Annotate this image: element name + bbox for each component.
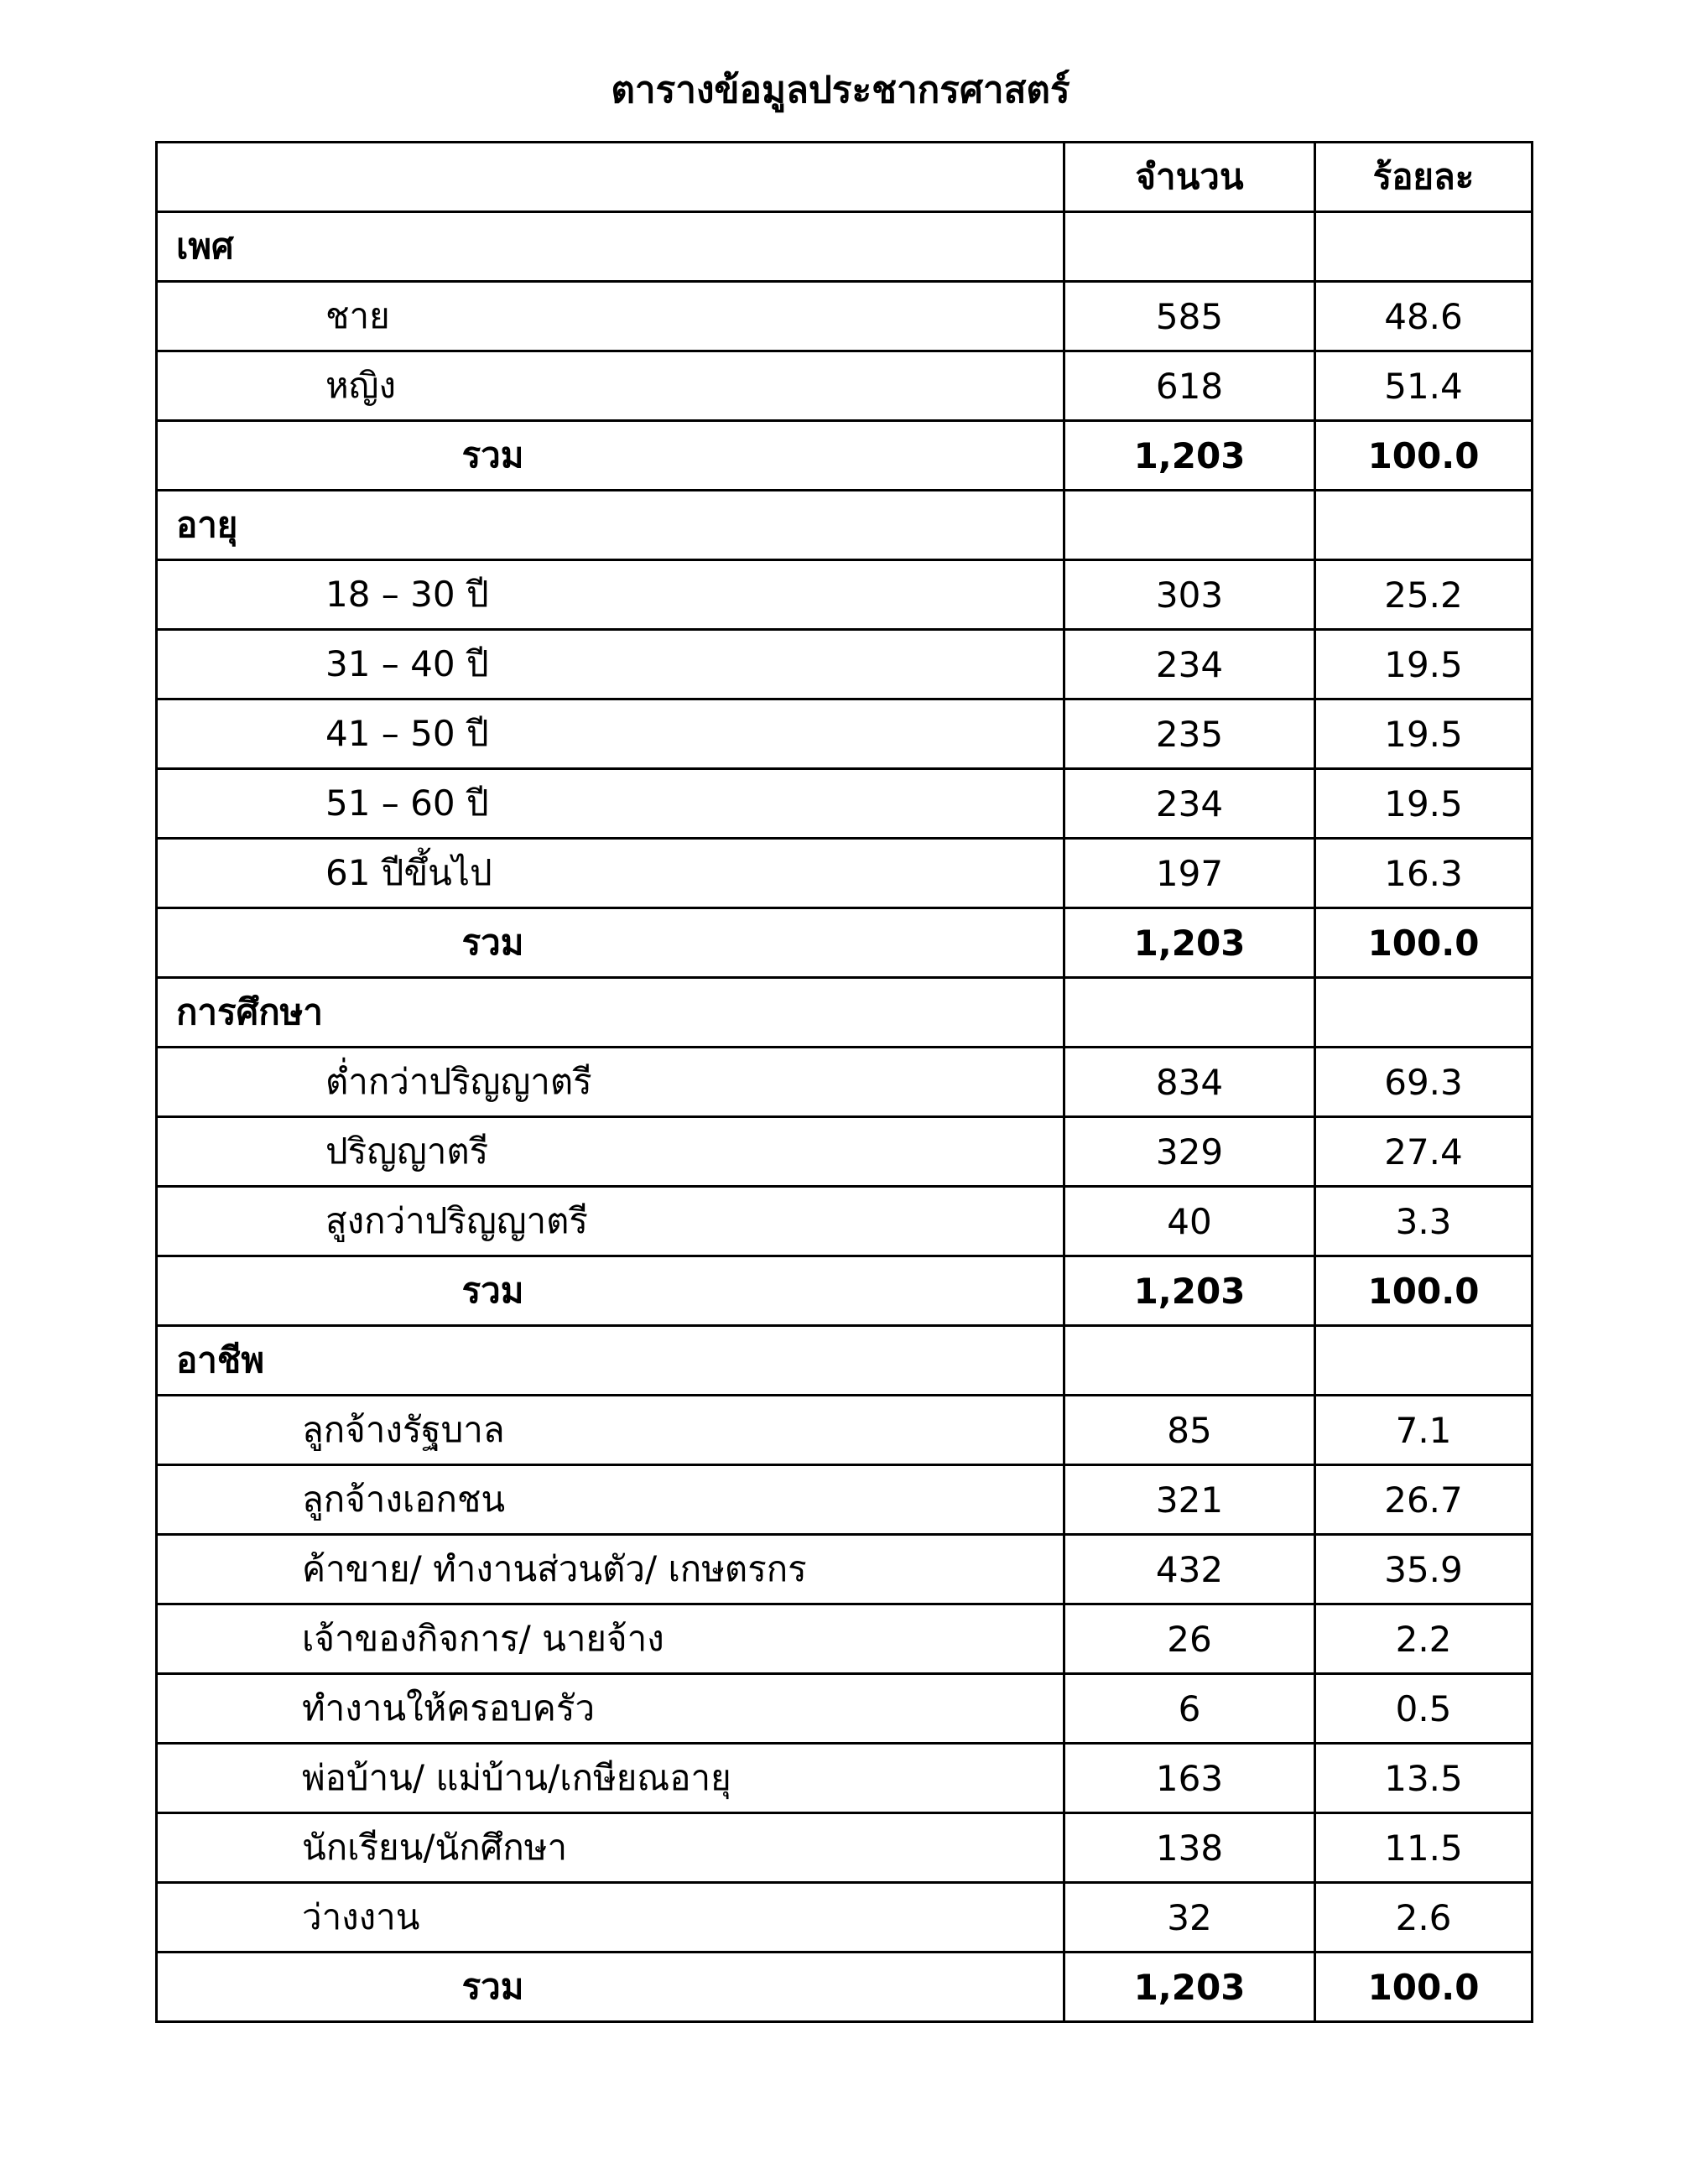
row-label: หญิง [157, 351, 1064, 421]
empty-cell [1064, 491, 1315, 560]
row-label: นักเรียน/นักศึกษา [157, 1813, 1064, 1883]
header-count: จำนวน [1064, 143, 1315, 212]
table-row [157, 351, 1533, 421]
row-percent: 25.2 [1315, 560, 1533, 630]
row-percent: 3.3 [1315, 1187, 1533, 1256]
total-count: 1,203 [1064, 1256, 1315, 1326]
row-count: 32 [1064, 1883, 1315, 1953]
table-row [157, 769, 1533, 839]
total-percent: 100.0 [1315, 1953, 1533, 2022]
row-label: เจ้าของกิจการ/ นายจ้าง [157, 1604, 1064, 1674]
row-count: 163 [1064, 1744, 1315, 1813]
empty-cell [1315, 1326, 1533, 1396]
row-count: 85 [1064, 1396, 1315, 1465]
row-label: 51 – 60 ปี [157, 769, 1064, 839]
row-count: 432 [1064, 1535, 1315, 1604]
row-label: สูงกว่าปริญญาตรี [157, 1187, 1064, 1256]
row-percent: 2.2 [1315, 1604, 1533, 1674]
empty-cell [1064, 1326, 1315, 1396]
total-percent: 100.0 [1315, 908, 1533, 978]
total-label: รวม [157, 1953, 1064, 2022]
header-percent: ร้อยละ [1315, 143, 1533, 212]
table-row [157, 1465, 1533, 1535]
row-count: 138 [1064, 1813, 1315, 1883]
total-percent: 100.0 [1315, 421, 1533, 491]
table-row [157, 839, 1533, 908]
table-row [157, 699, 1533, 769]
total-label: รวม [157, 908, 1064, 978]
table-row [157, 1535, 1533, 1604]
row-percent: 48.6 [1315, 282, 1533, 351]
table-row [157, 1187, 1533, 1256]
table-body [157, 143, 1533, 2022]
empty-cell [1315, 212, 1533, 282]
total-count: 1,203 [1064, 1953, 1315, 2022]
row-count: 234 [1064, 769, 1315, 839]
empty-cell [1315, 491, 1533, 560]
row-count: 40 [1064, 1187, 1315, 1256]
table-row [157, 1396, 1533, 1465]
row-percent: 19.5 [1315, 769, 1533, 839]
header-row [157, 143, 1533, 212]
category-row [157, 491, 1533, 560]
table-row [157, 1048, 1533, 1117]
table-row [157, 1604, 1533, 1674]
page-title: ตารางข้อมูลประชากรศาสตร์ [611, 69, 1070, 112]
row-count: 6 [1064, 1674, 1315, 1744]
category-row [157, 1326, 1533, 1396]
row-percent: 26.7 [1315, 1465, 1533, 1535]
row-count: 329 [1064, 1117, 1315, 1187]
table-row [157, 630, 1533, 699]
total-count: 1,203 [1064, 421, 1315, 491]
row-label: ต่ำกว่าปริญญาตรี [157, 1048, 1064, 1117]
row-count: 26 [1064, 1604, 1315, 1674]
row-percent: 16.3 [1315, 839, 1533, 908]
total-row [157, 908, 1533, 978]
table-row [157, 1813, 1533, 1883]
row-percent: 0.5 [1315, 1674, 1533, 1744]
row-percent: 35.9 [1315, 1535, 1533, 1604]
row-count: 585 [1064, 282, 1315, 351]
category-row [157, 212, 1533, 282]
row-count: 834 [1064, 1048, 1315, 1117]
row-label: ชาย [157, 282, 1064, 351]
row-percent: 19.5 [1315, 630, 1533, 699]
row-count: 235 [1064, 699, 1315, 769]
row-percent: 19.5 [1315, 699, 1533, 769]
table-row [157, 1117, 1533, 1187]
row-percent: 2.6 [1315, 1883, 1533, 1953]
row-label: ลูกจ้างรัฐบาล [157, 1396, 1064, 1465]
header-label-cell [157, 143, 1064, 212]
category-label: อายุ [157, 491, 1064, 560]
row-label: 18 – 30 ปี [157, 560, 1064, 630]
row-label: 61 ปีขึ้นไป [157, 839, 1064, 908]
row-percent: 11.5 [1315, 1813, 1533, 1883]
table-row [157, 282, 1533, 351]
row-count: 197 [1064, 839, 1315, 908]
row-count: 303 [1064, 560, 1315, 630]
table-row [157, 1744, 1533, 1813]
demographics-table [155, 141, 1533, 2023]
row-label: ปริญญาตรี [157, 1117, 1064, 1187]
row-label: ทำงานให้ครอบครัว [157, 1674, 1064, 1744]
category-label: เพศ [157, 212, 1064, 282]
row-percent: 13.5 [1315, 1744, 1533, 1813]
row-label: 31 – 40 ปี [157, 630, 1064, 699]
row-label: ว่างงาน [157, 1883, 1064, 1953]
total-label: รวม [157, 1256, 1064, 1326]
row-label: ลูกจ้างเอกชน [157, 1465, 1064, 1535]
category-label: อาชีพ [157, 1326, 1064, 1396]
empty-cell [1315, 978, 1533, 1048]
row-label: ค้าขาย/ ทำงานส่วนตัว/ เกษตรกร [157, 1535, 1064, 1604]
row-count: 234 [1064, 630, 1315, 699]
row-count: 618 [1064, 351, 1315, 421]
total-row [157, 1256, 1533, 1326]
table-row [157, 1883, 1533, 1953]
total-row [157, 1953, 1533, 2022]
row-label: 41 – 50 ปี [157, 699, 1064, 769]
row-percent: 27.4 [1315, 1117, 1533, 1187]
row-label: พ่อบ้าน/ แม่บ้าน/เกษียณอายุ [157, 1744, 1064, 1813]
category-row [157, 978, 1533, 1048]
table-row [157, 1674, 1533, 1744]
total-percent: 100.0 [1315, 1256, 1533, 1326]
table-row [157, 560, 1533, 630]
total-row [157, 421, 1533, 491]
empty-cell [1064, 212, 1315, 282]
row-percent: 51.4 [1315, 351, 1533, 421]
total-label: รวม [157, 421, 1064, 491]
row-count: 321 [1064, 1465, 1315, 1535]
row-percent: 7.1 [1315, 1396, 1533, 1465]
category-label: การศึกษา [157, 978, 1064, 1048]
row-percent: 69.3 [1315, 1048, 1533, 1117]
empty-cell [1064, 978, 1315, 1048]
total-count: 1,203 [1064, 908, 1315, 978]
